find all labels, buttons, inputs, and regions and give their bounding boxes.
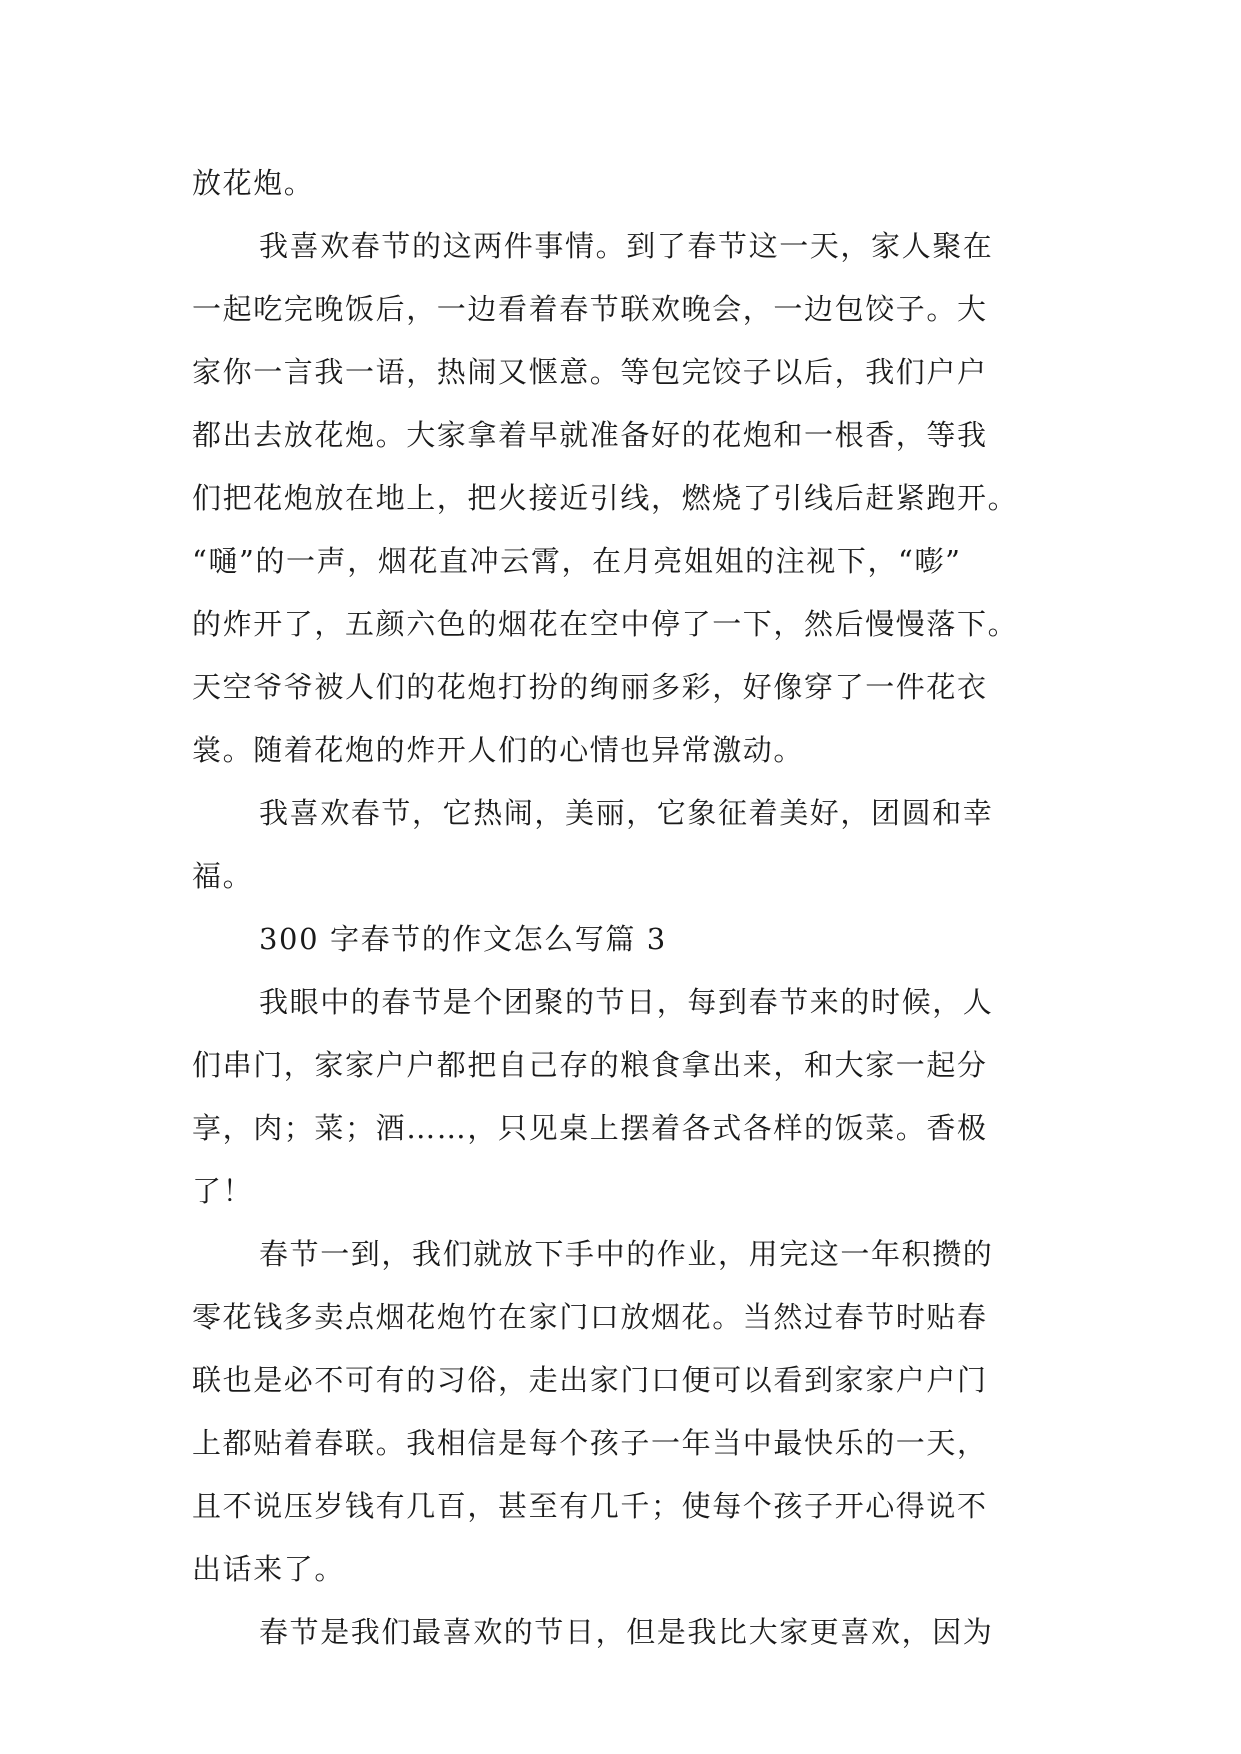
text-line: 们把花炮放在地上，把火接近引线，燃烧了引线后赶紧跑开。 bbox=[192, 481, 1019, 515]
text-line: 裳。随着花炮的炸开人们的心情也异常激动。 bbox=[192, 733, 805, 767]
text-line: 福。 bbox=[192, 859, 254, 893]
text-line: 出话来了。 bbox=[192, 1552, 346, 1586]
text-line: 我喜欢春节的这两件事情。到了春节这一天，家人聚在 bbox=[259, 229, 994, 263]
section-heading: 300 字春节的作文怎么写篇 3 bbox=[259, 922, 667, 956]
text-line: 享，肉；菜；酒……，只见桌上摆着各式各样的饭菜。香极 bbox=[192, 1111, 988, 1145]
document-body bbox=[192, 152, 1052, 1664]
text-line: “嗵”的一声，烟花直冲云霄，在月亮姐姐的注视下，“嘭” bbox=[192, 544, 962, 578]
text-line: 天空爷爷被人们的花炮打扮的绚丽多彩，好像穿了一件花衣 bbox=[192, 670, 988, 704]
text-line: 的炸开了，五颜六色的烟花在空中停了一下，然后慢慢落下。 bbox=[192, 607, 1019, 641]
text-line: 且不说压岁钱有几百，甚至有几千；使每个孩子开心得说不 bbox=[192, 1489, 988, 1523]
text-line: 都出去放花炮。大家拿着早就准备好的花炮和一根香，等我 bbox=[192, 418, 988, 452]
text-line: 联也是必不可有的习俗，走出家门口便可以看到家家户户门 bbox=[192, 1363, 988, 1397]
text-line: 我眼中的春节是个团聚的节日，每到春节来的时候，人 bbox=[259, 985, 994, 1019]
text-line: 春节是我们最喜欢的节日，但是我比大家更喜欢，因为 bbox=[259, 1615, 994, 1649]
text-line: 春节一到，我们就放下手中的作业，用完这一年积攒的 bbox=[259, 1237, 994, 1271]
text-line: 一起吃完晚饭后，一边看着春节联欢晚会，一边包饺子。大 bbox=[192, 292, 988, 326]
text-line: 放花炮。 bbox=[192, 166, 315, 200]
text-line: 上都贴着春联。我相信是每个孩子一年当中最快乐的一天， bbox=[192, 1426, 988, 1460]
text-line: 们串门，家家户户都把自己存的粮食拿出来，和大家一起分 bbox=[192, 1048, 988, 1082]
text-line: 了！ bbox=[192, 1174, 254, 1208]
text-line: 家你一言我一语，热闹又惬意。等包完饺子以后，我们户户 bbox=[192, 355, 988, 389]
text-line: 我喜欢春节，它热闹，美丽，它象征着美好，团圆和幸 bbox=[259, 796, 994, 830]
text-line: 零花钱多卖点烟花炮竹在家门口放烟花。当然过春节时贴春 bbox=[192, 1300, 988, 1334]
